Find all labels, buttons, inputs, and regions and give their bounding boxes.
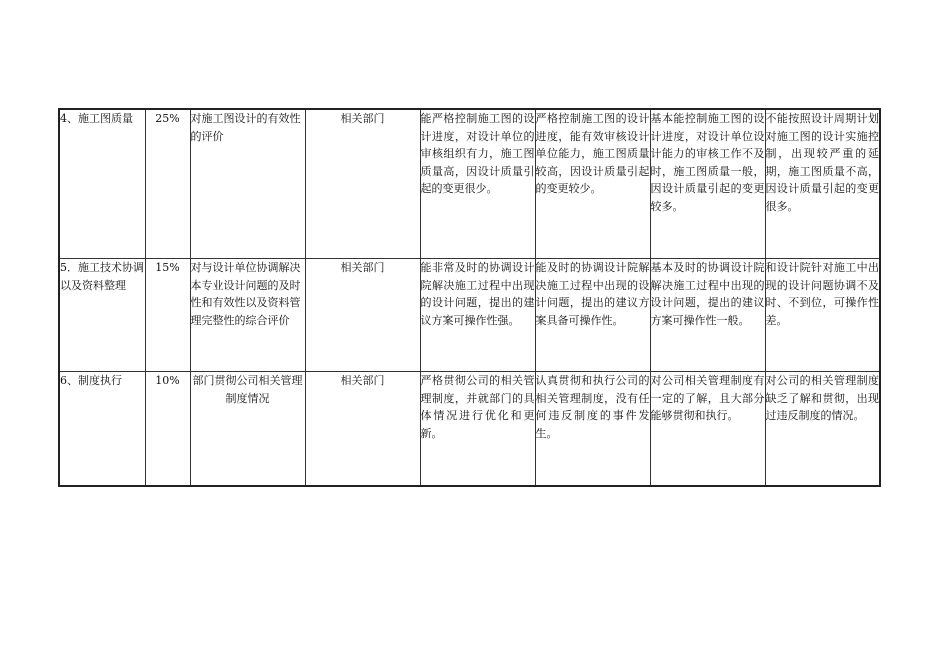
description-cell: 部门贯彻公司相关管理制度情况 <box>190 372 305 487</box>
weight-cell: 25% <box>145 109 190 259</box>
table-row <box>59 372 880 487</box>
grade-cell-fair: 对公司相关管理制度有一定的了解，且大部分能够贯彻和执行。 <box>650 372 765 487</box>
item-cell: 5．施工技术协调以及资料整理 <box>59 259 145 372</box>
department-cell: 相关部门 <box>305 372 420 487</box>
weight-cell: 15% <box>145 259 190 372</box>
table-row <box>59 109 880 259</box>
weight-cell: 10% <box>145 372 190 487</box>
grade-cell-good: 认真贯彻和执行公司的相关管理制度，没有任何违反制度的事件发生。 <box>535 372 650 487</box>
item-cell: 6、制度执行 <box>59 372 145 487</box>
table-row <box>59 259 880 372</box>
document-page <box>58 108 881 487</box>
item-cell: 4、施工图质量 <box>59 109 145 259</box>
grade-cell-good: 能及时的协调设计院解决施工过程中出现的设计问题，提出的建议方案具备可操作性。 <box>535 259 650 372</box>
grade-cell-fair: 基本能控制施工图的设计进度，对设计单位设计能力的审核工作不及时，施工图质量一般，因设计质量引起的变更较多。 <box>650 109 765 259</box>
grade-cell-good: 严格控制施工图的设计进度，能有效审核设计单位能力，施工图质量较高，因设计质量引起的变更较少。 <box>535 109 650 259</box>
grade-cell-excellent: 严格贯彻公司的相关管理制度，并就部门的具体情况进行优化和更新。 <box>420 372 535 487</box>
grade-cell-poor: 对公司的相关管理制度缺乏了解和贯彻，出现过违反制度的情况。 <box>765 372 880 487</box>
grade-cell-fair: 基本及时的协调设计院解决施工过程中出现的设计问题，提出的建议方案可操作性一般。 <box>650 259 765 372</box>
evaluation-table <box>58 108 881 487</box>
description-cell: 对与设计单位协调解决本专业设计问题的及时性和有效性以及资料管理完整性的综合评价 <box>190 259 305 372</box>
department-cell: 相关部门 <box>305 259 420 372</box>
description-cell: 对施工图设计的有效性的评价 <box>190 109 305 259</box>
grade-cell-excellent: 能非常及时的协调设计院解决施工过程中出现的设计问题，提出的建议方案可操作性强。 <box>420 259 535 372</box>
department-cell: 相关部门 <box>305 109 420 259</box>
grade-cell-poor: 不能按照设计周期计划对施工图的设计实施控制，出现较严重的延期，施工图质量不高，因设计质量引起的变更很多。 <box>765 109 880 259</box>
grade-cell-poor: 和设计院针对施工中出现的设计问题协调不及时、不到位，可操作性差。 <box>765 259 880 372</box>
grade-cell-excellent: 能严格控制施工图的设计进度，对设计单位的审核组织有力，施工图质量高，因设计质量引起的变更很少。 <box>420 109 535 259</box>
